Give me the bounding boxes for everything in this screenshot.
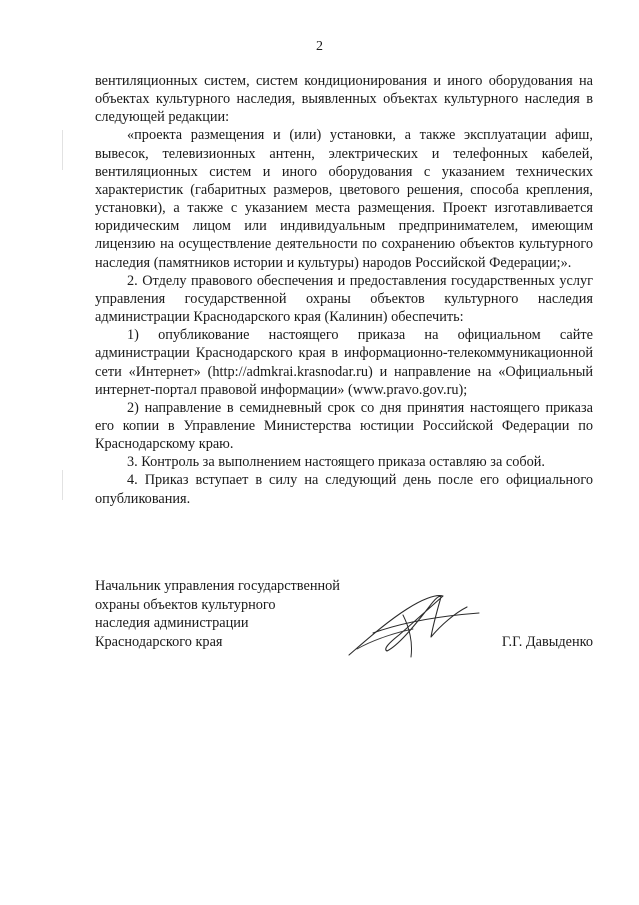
handwritten-signature [343, 585, 483, 665]
signature-block [95, 577, 593, 677]
paragraph-3: 2. Отделу правового обеспечения и предоставления государственных услуг управления государственной охраны объектов культурного наследия администрации Краснодарского края (Калинин) обеспечить: [95, 272, 593, 326]
paragraph-4: 1) опубликование настоящего приказа на официальном сайте администрации Краснодарского края в информационно-телекоммуникационной сети «Интернет» (http://admkrai.krasnodar.ru) и направление на «Официальный интернет-портал правовой информации» (www.pravo.gov.ru); [95, 327, 593, 398]
paragraph-1: вентиляционных систем, систем кондиционирования и иного оборудования на объектах культурного наследия, выявленных объектах культурного наследия в следующей редакции: [95, 73, 593, 126]
paragraph-5: 2) направление в семидневный срок со дня принятия настоящего приказа его копии в Управление Министерства юстиции Российской Федерации по Краснодарскому краю. [95, 399, 593, 453]
document-body [95, 72, 593, 508]
paragraph-2: «проекта размещения и (или) установки, а также эксплуатации афиш, вывесок, телевизионных антенн, электрических и телефонных кабелей, вентиляционных систем и иного оборудования с указанием технических характеристик (габаритных размеров, цветового решения, способа крепления, установки), а также с указанием места размещения. Проект изготавливается юридическим лицом или индивидуальным предпринимателем, имеющим лицензию на осуществление деятельности по сохранению объектов культурного наследия (памятников истории и культуры) народов Российской Федерации;». [95, 127, 593, 271]
position-line-2: охраны объектов культурного [95, 596, 276, 613]
scan-margin-mark [62, 470, 63, 500]
signatory-name: Г.Г. Давыденко [501, 634, 593, 650]
signatory-position [95, 577, 340, 651]
paragraph-7: 4. Приказ вступает в силу на следующий день после его официального опубликования. [95, 472, 593, 507]
position-line-4: Краснодарского края [95, 633, 223, 650]
position-line-3: наследия администрации [95, 615, 249, 631]
position-line-1: Начальник управления государственной [95, 578, 340, 594]
paragraph-6: 3. Контроль за выполнением настоящего приказа оставляю за собой. [127, 454, 546, 471]
scan-margin-mark [62, 130, 63, 170]
page-number: 2 [316, 39, 323, 54]
